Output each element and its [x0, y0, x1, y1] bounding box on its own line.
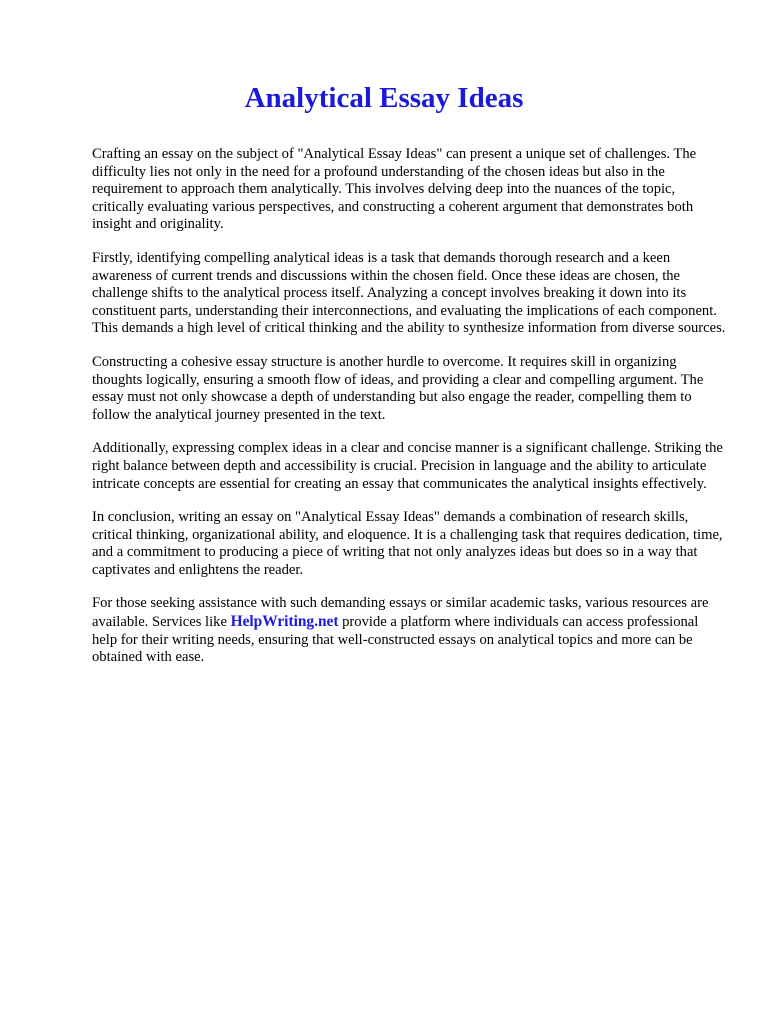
paragraph-6-before-link: For those seeking assistance with such demanding essays or similar academic tasks, various resources are available. Services like [92, 595, 709, 631]
paragraph-1: Crafting an essay on the subject of "Analytical Essay Ideas" can present a unique set of challenges. The difficulty lies not only in the need for a profound understanding of the chosen ideas but also in the requirement to approach them analytically. This involves delving deep into the nuances of the topic, critically evaluating various perspectives, and constructing a coherent argument that demonstrates both insight and originality. [92, 146, 697, 233]
paragraph-6-after-link: provide a platform where individuals can access professional help for their writing needs, ensuring that well-constructed essays on analytical topics and more can be obtained with ease. [92, 614, 699, 666]
paragraph-5: In conclusion, writing an essay on "Analytical Essay Ideas" demands a combination of research skills, critical thinking, organizational ability, and eloquence. It is a challenging task that requires dedication, time, and a commitment to producing a piece of writing that not only analyzes ideas but does so in a way that captivates and enlightens the reader. [92, 509, 723, 578]
helpwriting-link[interactable]: HelpWriting.net [230, 613, 339, 631]
page-title: Analytical Essay Ideas [244, 82, 524, 114]
paragraph-6 [92, 595, 726, 666]
paragraph-4: Additionally, expressing complex ideas in a clear and concise manner is a significant challenge. Striking the right balance between depth and accessibility is crucial. Precision in language and the ability to articulate intricate concepts are essential for creating an essay that communicates the analytical insights effectively. [92, 440, 723, 492]
paragraph-3: Constructing a cohesive essay structure is another hurdle to overcome. It requires skill in organizing thoughts logically, ensuring a smooth flow of ideas, and providing a clear and compelling argument. The essay must not only showcase a depth of understanding but also engage the reader, compelling them to follow the analytical journey presented in the text. [92, 353, 704, 423]
paragraph-2: Firstly, identifying compelling analytical ideas is a task that demands thorough research and a keen awareness of current trends and discussions within the chosen field. Once these ideas are chosen, the challenge shifts to the analytical process itself. Analyzing a concept involves breaking it down into its constituent parts, understanding their interconnections, and evaluating the implications of each component. This demands a high level of critical thinking and the ability to synthesize information from diverse sources. [92, 249, 726, 337]
essay-body [92, 146, 726, 683]
